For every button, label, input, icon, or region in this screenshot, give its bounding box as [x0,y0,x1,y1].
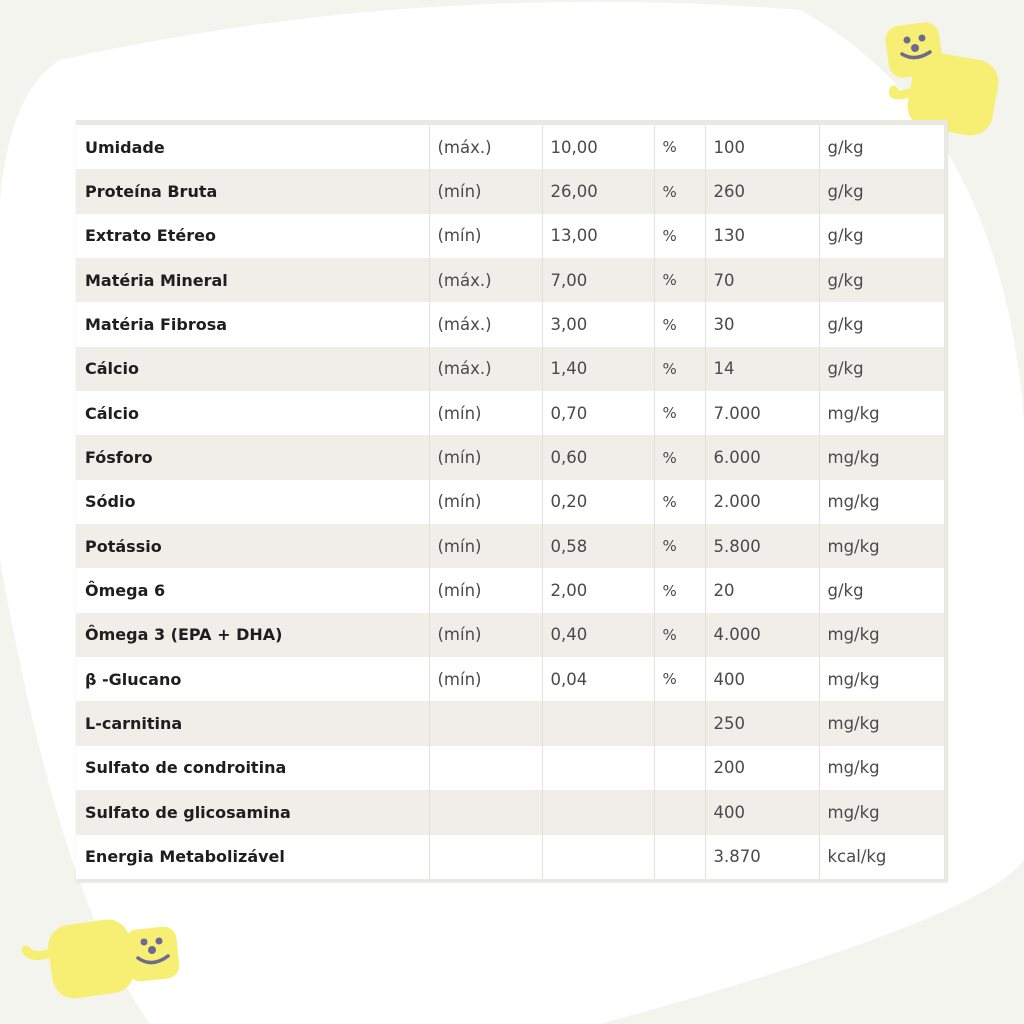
nutrient-name: L-carnitina [76,701,429,745]
table-row [76,347,944,391]
percent-unit: % [654,568,705,612]
table-row [76,657,944,701]
table-row [76,391,944,435]
nutrient-qualifier [429,835,542,879]
nutrient-qualifier: (mín) [429,613,542,657]
table-row [76,214,944,258]
percent-unit: % [654,613,705,657]
nutrient-unit: mg/kg [819,790,944,834]
nutrient-name: β -Glucano [76,657,429,701]
nutrient-percent: 2,00 [542,568,654,612]
nutrient-value: 3.870 [705,835,819,879]
nutrient-percent: 26,00 [542,169,654,213]
nutrient-value: 400 [705,657,819,701]
nutrient-unit: g/kg [819,568,944,612]
table-row [76,258,944,302]
table-row [76,701,944,745]
table-row [76,480,944,524]
nutrient-percent: 3,00 [542,302,654,346]
nutrient-value: 14 [705,347,819,391]
percent-unit: % [654,347,705,391]
nutrient-qualifier: (mín) [429,480,542,524]
nutrition-table-container [76,120,948,882]
nutrient-unit: mg/kg [819,701,944,745]
table-row [76,746,944,790]
table-row [76,790,944,834]
percent-unit: % [654,524,705,568]
nutrient-value: 2.000 [705,480,819,524]
nutrient-qualifier [429,701,542,745]
percent-unit: % [654,391,705,435]
nutrient-percent: 0,40 [542,613,654,657]
percent-unit: % [654,214,705,258]
nutrient-name: Proteína Bruta [76,169,429,213]
nutrient-name: Sulfato de condroitina [76,746,429,790]
nutrient-name: Extrato Etéreo [76,214,429,258]
nutrient-value: 400 [705,790,819,834]
nutrient-percent: 0,58 [542,524,654,568]
table-row [76,125,944,169]
nutrient-value: 7.000 [705,391,819,435]
nutrient-unit: g/kg [819,169,944,213]
percent-unit: % [654,480,705,524]
nutrient-value: 4.000 [705,613,819,657]
table-row [76,435,944,479]
nutrient-qualifier: (máx.) [429,125,542,169]
nutrient-qualifier: (mín) [429,435,542,479]
nutrient-unit: g/kg [819,302,944,346]
table-row [76,613,944,657]
nutrient-qualifier: (mín) [429,391,542,435]
nutrient-name: Ômega 3 (EPA + DHA) [76,613,429,657]
percent-unit: % [654,302,705,346]
nutrient-unit: mg/kg [819,746,944,790]
nutrient-name: Cálcio [76,391,429,435]
nutrient-qualifier: (mín) [429,657,542,701]
nutrient-unit: g/kg [819,258,944,302]
dog-mascot-icon [18,912,183,1007]
nutrient-unit: mg/kg [819,480,944,524]
nutrient-percent: 0,60 [542,435,654,479]
nutrient-unit: g/kg [819,214,944,258]
nutrient-value: 100 [705,125,819,169]
percent-unit [654,790,705,834]
nutrient-qualifier: (mín) [429,169,542,213]
table-row [76,835,944,879]
nutrient-unit: mg/kg [819,613,944,657]
percent-unit [654,746,705,790]
table-row [76,524,944,568]
nutrient-value: 5.800 [705,524,819,568]
nutrient-unit: mg/kg [819,391,944,435]
nutrient-unit: mg/kg [819,435,944,479]
nutrient-qualifier [429,790,542,834]
nutrient-name: Energia Metabolizável [76,835,429,879]
nutrient-percent [542,701,654,745]
percent-unit [654,701,705,745]
nutrient-qualifier: (máx.) [429,302,542,346]
nutrient-name: Umidade [76,125,429,169]
nutrient-name: Sulfato de glicosamina [76,790,429,834]
nutrient-percent: 1,40 [542,347,654,391]
nutrient-percent: 0,70 [542,391,654,435]
nutrient-value: 130 [705,214,819,258]
percent-unit: % [654,169,705,213]
nutrient-percent: 0,20 [542,480,654,524]
nutrient-unit: g/kg [819,347,944,391]
nutrient-qualifier [429,746,542,790]
nutrient-qualifier: (máx.) [429,258,542,302]
nutrient-unit: mg/kg [819,524,944,568]
nutrient-name: Sódio [76,480,429,524]
percent-unit: % [654,125,705,169]
nutrient-qualifier: (mín) [429,568,542,612]
table-row [76,302,944,346]
nutrient-percent: 0,04 [542,657,654,701]
percent-unit: % [654,435,705,479]
nutrient-name: Cálcio [76,347,429,391]
nutrient-name: Potássio [76,524,429,568]
nutrient-value: 250 [705,701,819,745]
nutrient-name: Ômega 6 [76,568,429,612]
nutrient-name: Fósforo [76,435,429,479]
nutrient-percent [542,790,654,834]
nutrient-name: Matéria Mineral [76,258,429,302]
nutrient-qualifier: (máx.) [429,347,542,391]
percent-unit [654,835,705,879]
nutrient-percent: 10,00 [542,125,654,169]
nutrient-unit: mg/kg [819,657,944,701]
nutrient-value: 20 [705,568,819,612]
nutrient-qualifier: (mín) [429,214,542,258]
nutrient-value: 70 [705,258,819,302]
nutrient-value: 200 [705,746,819,790]
nutrient-percent: 13,00 [542,214,654,258]
nutrient-unit: kcal/kg [819,835,944,879]
nutrient-qualifier: (mín) [429,524,542,568]
nutrient-value: 30 [705,302,819,346]
nutrient-value: 6.000 [705,435,819,479]
percent-unit: % [654,657,705,701]
table-row [76,169,944,213]
nutrition-table [76,125,944,879]
percent-unit: % [654,258,705,302]
nutrient-unit: g/kg [819,125,944,169]
nutrient-value: 260 [705,169,819,213]
nutrient-percent: 7,00 [542,258,654,302]
nutrient-name: Matéria Fibrosa [76,302,429,346]
nutrient-percent [542,835,654,879]
nutrient-percent [542,746,654,790]
table-row [76,568,944,612]
